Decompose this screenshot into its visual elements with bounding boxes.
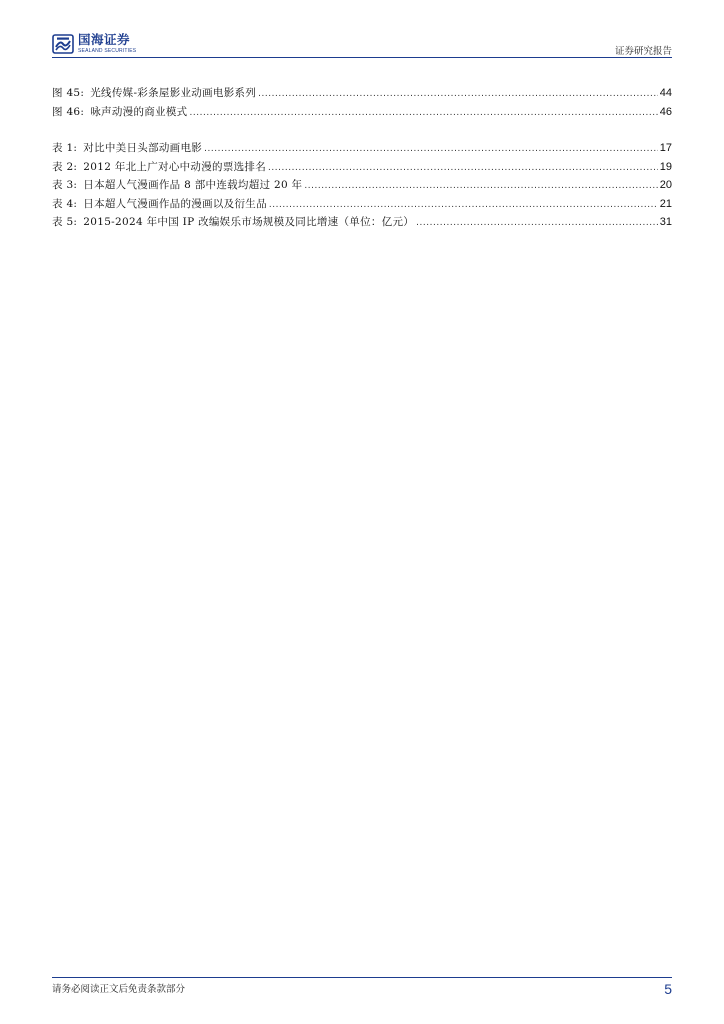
toc-entry-title: 咏声动漫的商业模式: [90, 105, 188, 118]
toc-leader-dots: [304, 180, 657, 191]
toc-entry-label: 表 4:: [52, 197, 78, 210]
page-number: 5: [664, 981, 672, 997]
toc-entry-label: 表 2:: [52, 160, 78, 173]
toc-entry-title: 2015-2024 年中国 IP 改编娱乐市场规模及同比增速（单位：亿元）: [83, 216, 415, 228]
toc-entry[interactable]: [52, 140, 672, 159]
toc-entry-label: 图 46:: [52, 105, 85, 118]
table-toc: [52, 140, 672, 233]
toc-leader-dots: [269, 199, 658, 210]
footer-disclaimer: 请务必阅读正文后免责条款部分: [52, 984, 186, 995]
toc-entry-label: 表 1:: [52, 142, 78, 154]
toc-entry[interactable]: [52, 177, 672, 196]
toc-entry[interactable]: [52, 159, 672, 178]
logo-chinese-name: 国海证券: [78, 32, 131, 48]
toc-leader-dots: [204, 143, 658, 154]
toc-entry[interactable]: [52, 196, 672, 215]
header-divider: [52, 57, 672, 58]
figure-toc: [52, 85, 672, 122]
toc-entry-page: 17: [659, 142, 672, 154]
toc-leader-dots: [258, 88, 658, 99]
toc-entry-title: 对比中美日头部动画电影: [83, 142, 203, 154]
page-header: [52, 30, 672, 58]
toc-entry-page: 21: [659, 197, 672, 210]
toc-entry-label: 图 45:: [52, 87, 85, 99]
sealand-logo-icon: [52, 34, 74, 54]
toc-entry-label: 表 3:: [52, 179, 78, 191]
logo-english-name: SEALAND SECURITIES: [78, 47, 137, 54]
toc-entry-page: 20: [659, 179, 672, 191]
toc-leader-dots: [416, 217, 658, 228]
toc-entry[interactable]: [52, 104, 672, 123]
toc-entry-title: 日本超人气漫画作品的漫画以及衍生品: [83, 197, 267, 210]
toc-entry-label: 表 5:: [52, 216, 78, 228]
toc-entry-page: 31: [659, 216, 672, 228]
toc-entry[interactable]: [52, 214, 672, 233]
report-type-label: 证券研究报告: [614, 46, 672, 57]
toc-entry-title: 日本超人气漫画作品 8 部中连载均超过 20 年: [83, 179, 303, 191]
footer-divider: [52, 977, 672, 978]
toc-entry-title: 光线传媒-彩条屋影业动画电影系列: [90, 87, 257, 99]
toc-leader-dots: [189, 107, 657, 118]
toc-entry-page: 46: [659, 105, 672, 118]
toc-entry[interactable]: [52, 85, 672, 104]
toc-entry-title: 2012 年北上广对心中动漫的票选排名: [83, 160, 267, 173]
toc-leader-dots: [268, 162, 658, 173]
company-logo: [52, 32, 136, 56]
toc-entry-page: 19: [659, 160, 672, 173]
toc-entry-page: 44: [659, 87, 672, 99]
